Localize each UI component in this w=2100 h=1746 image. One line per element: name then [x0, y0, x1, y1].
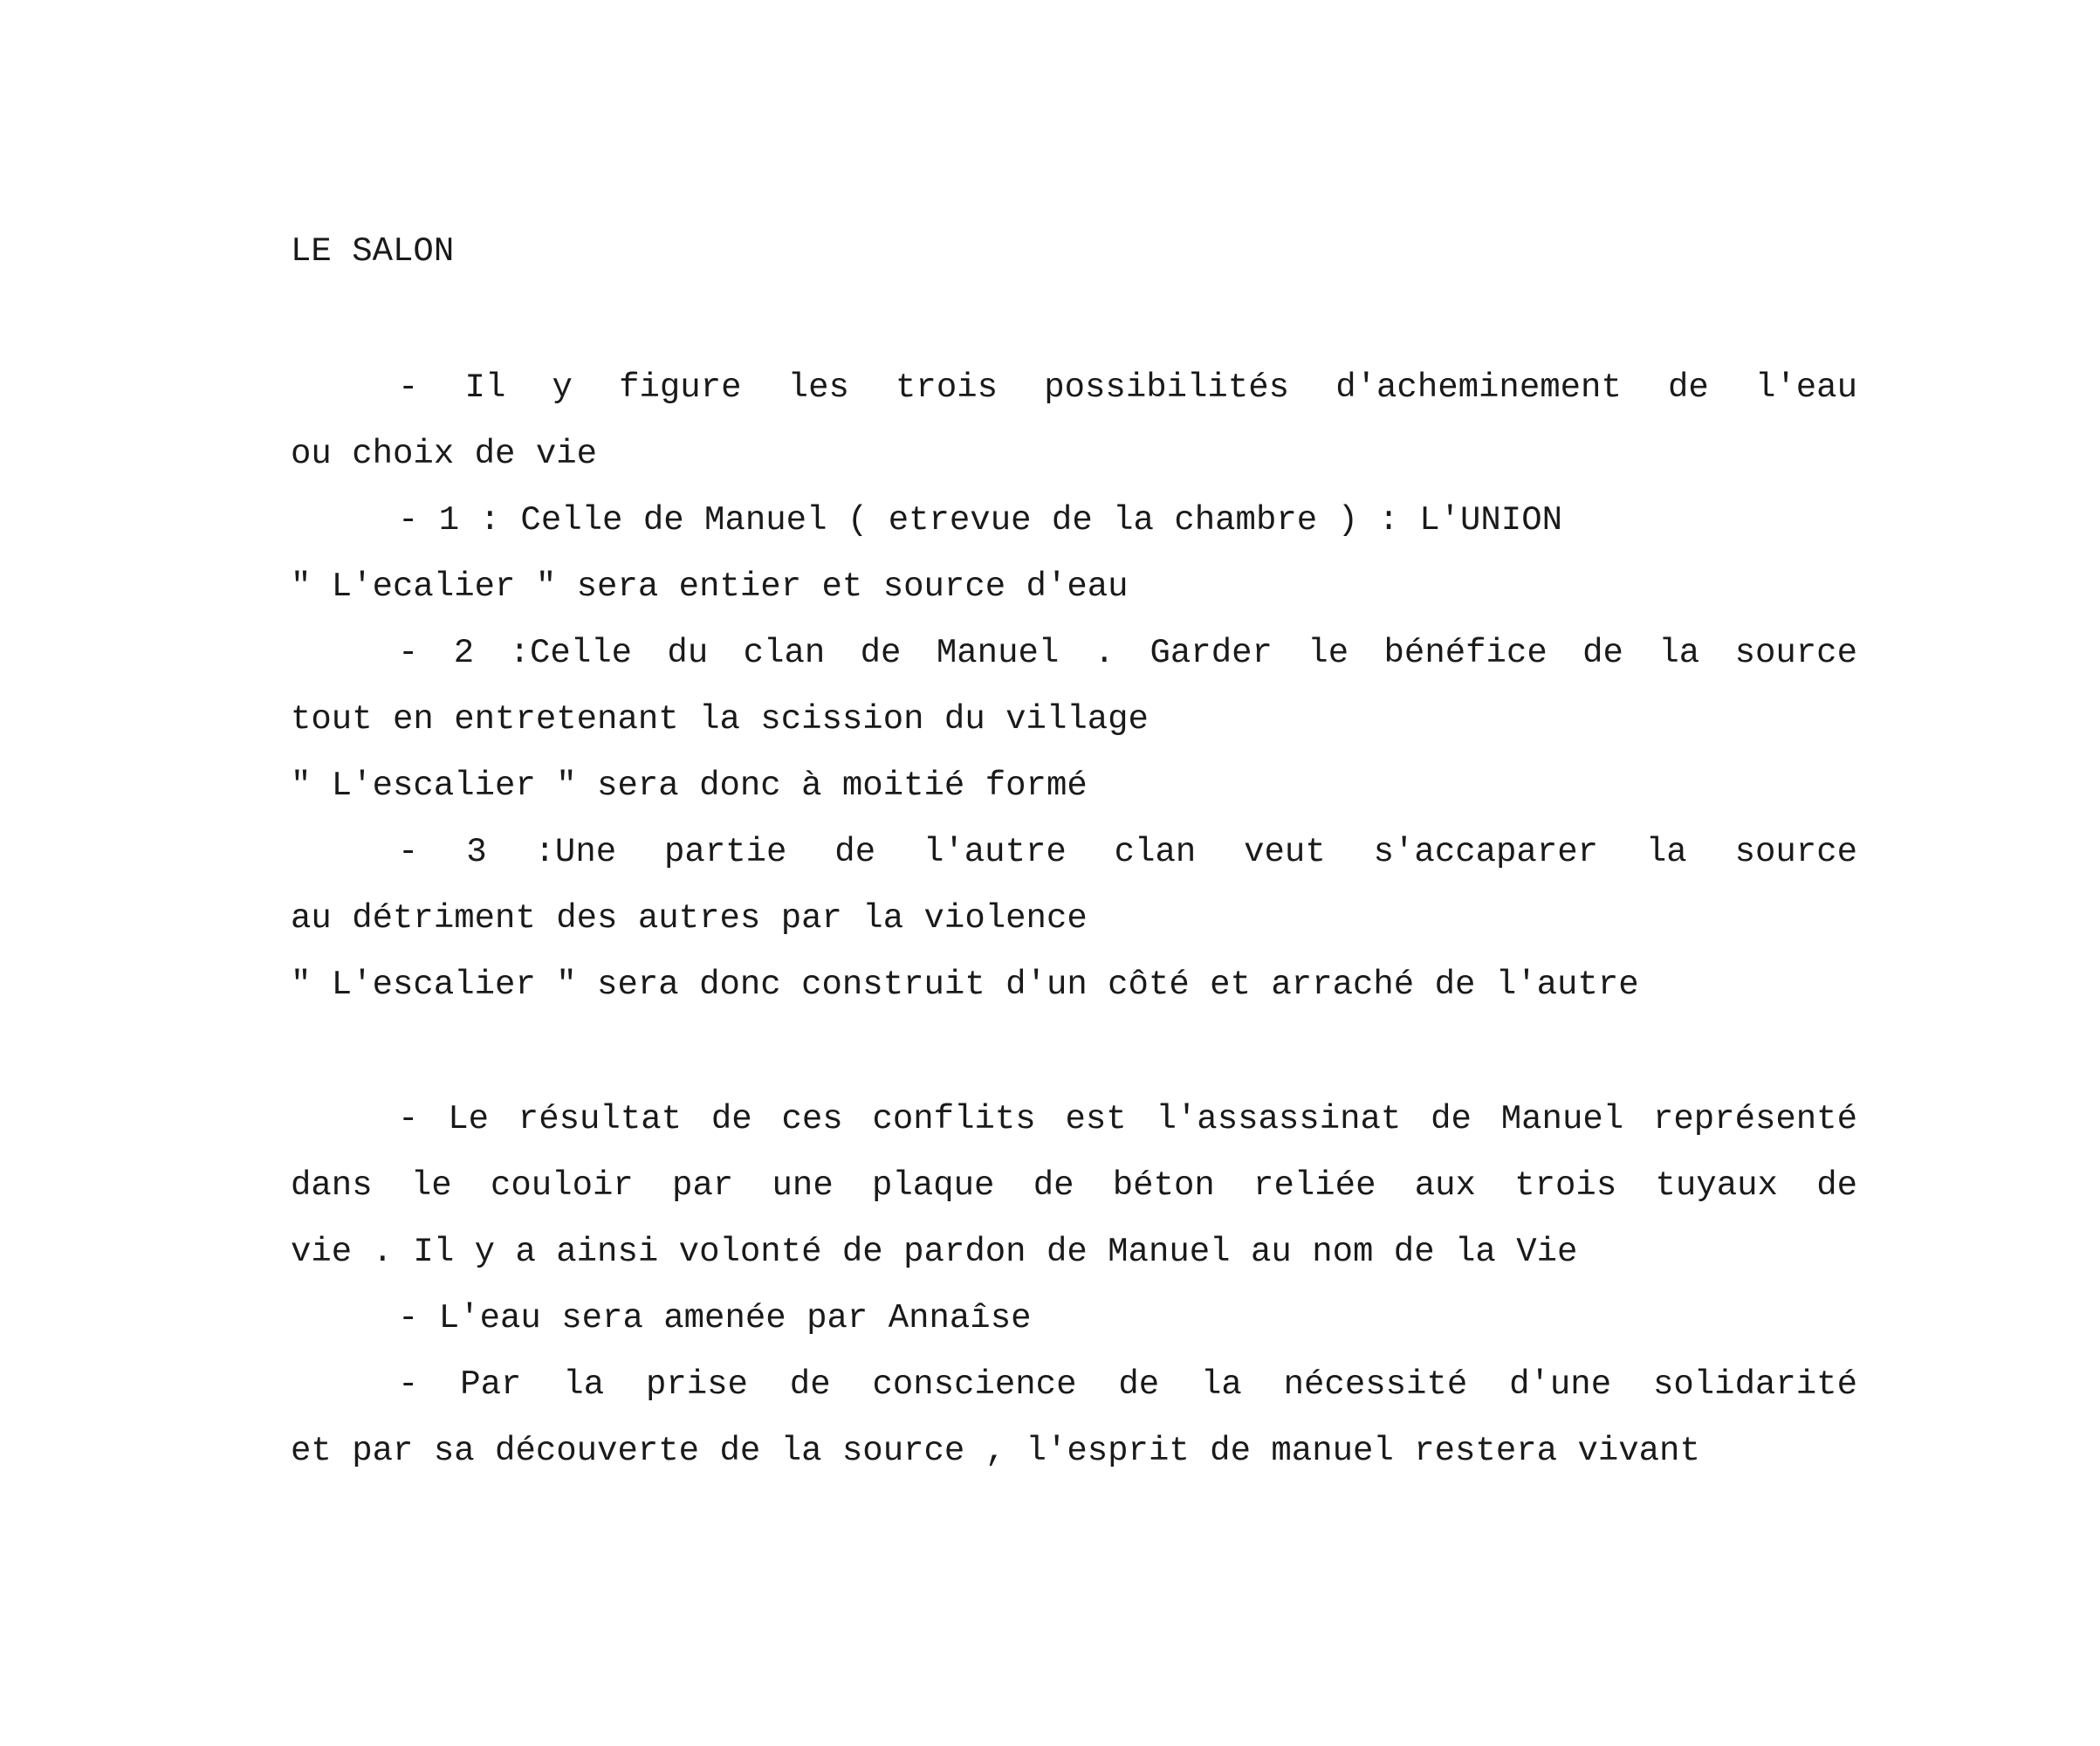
text-line-10: " L'escalier " sera donc construit d'un côté et arraché de l'autre	[291, 966, 1639, 1004]
text-line-15: - Par la prise de conscience de la nécessité d'une solidarité	[398, 1365, 1857, 1404]
text-line-4: " L'ecalier " sera entier et source d'eau	[291, 567, 1129, 606]
text-line-8: - 3 :Une partie de l'autre clan veut s'accaparer la source	[398, 833, 1857, 871]
text-line-7: " L'escalier " sera donc à moitié formé	[291, 766, 1088, 805]
text-line-6: tout en entretenant la scission du village	[291, 700, 1149, 739]
text-line-3: - 1 : Celle de Manuel ( etrevue de la chambre ) : L'UNION	[398, 501, 1563, 540]
text-line-5: - 2 :Celle du clan de Manuel . Garder le bénéfice de la source	[398, 634, 1857, 672]
text-line-14: - L'eau sera amenée par Annaîse	[398, 1299, 1032, 1337]
text-line-16: et par sa découverte de la source , l'esprit de manuel restera vivant	[291, 1432, 1700, 1470]
document-heading: LE SALON	[291, 232, 455, 271]
text-line-13: vie . Il y a ainsi volonté de pardon de Manuel au nom de la Vie	[291, 1233, 1578, 1271]
text-line-2: ou choix de vie	[291, 435, 598, 473]
text-line-1: - Il y figure les trois possibilités d'acheminement de l'eau	[398, 368, 1857, 407]
text-line-9: au détriment des autres par la violence	[291, 899, 1088, 938]
text-line-12: dans le couloir par une plaque de béton reliée aux trois tuyaux de	[291, 1166, 1857, 1205]
text-line-11: - Le résultat de ces conflits est l'assassinat de Manuel représenté	[398, 1100, 1857, 1138]
